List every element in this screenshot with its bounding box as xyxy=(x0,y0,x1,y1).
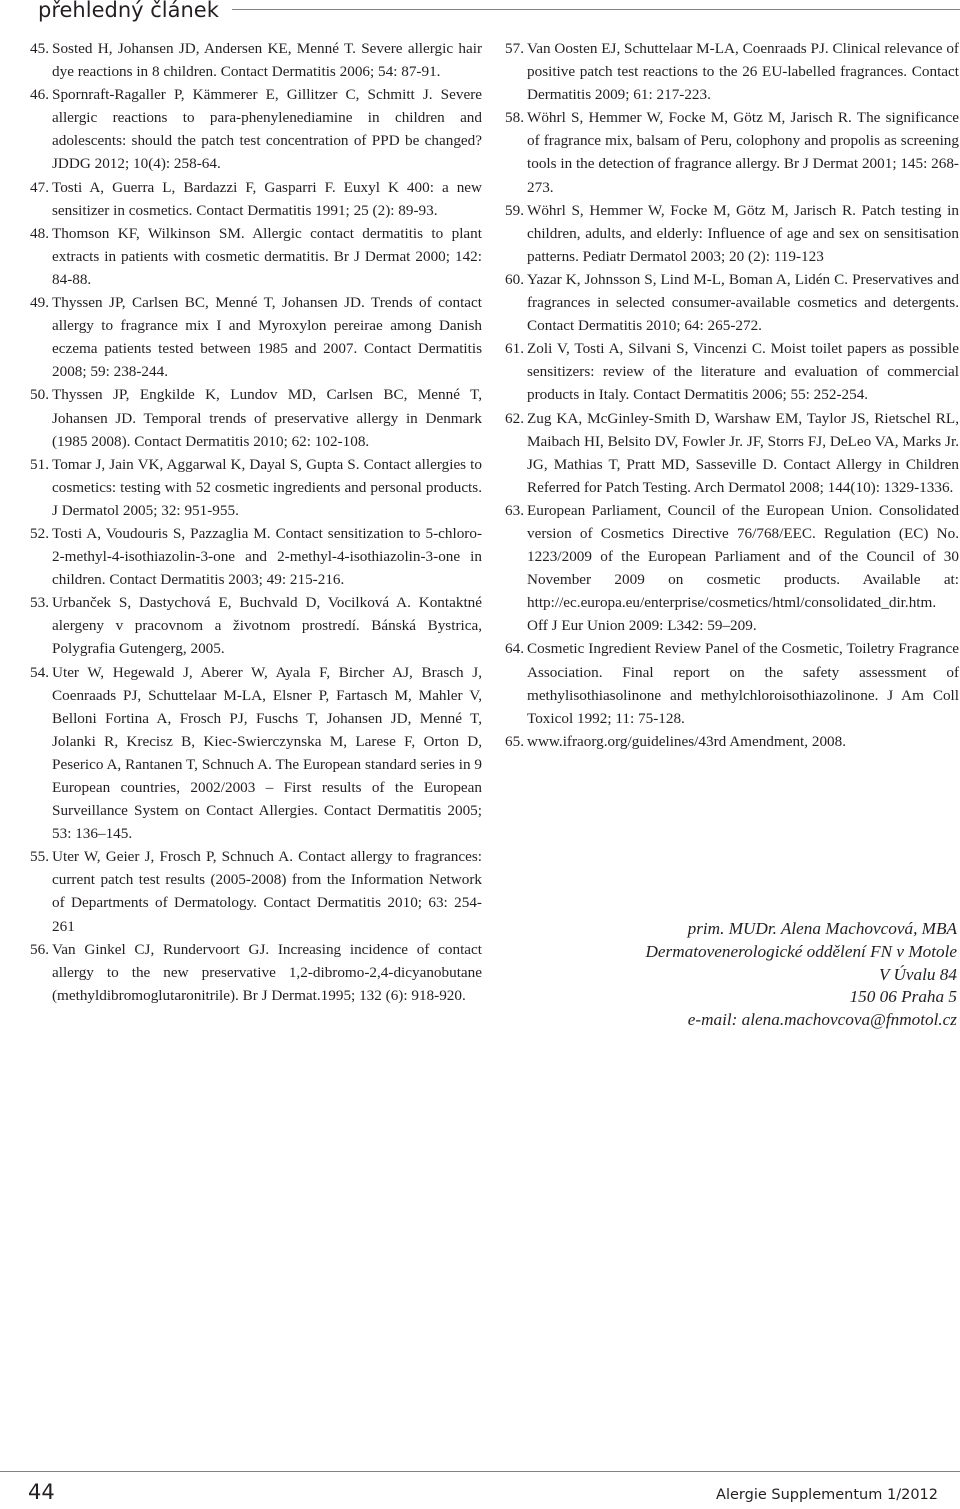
reference-text: Tosti A, Guerra L, Bardazzi F, Gasparri F. Euxyl K 400: a new sensitizer in cosmetics. Contact Dermatitis 1991; 25 (2): 89-93. xyxy=(52,178,482,219)
reference-number: 50. xyxy=(30,386,49,404)
reference-text: Thyssen JP, Engkilde K, Lundov MD, Carlsen BC, Menné T, Johansen JD. Temporal trends of preservative allergy in Denmark (1985 2008). Contact Dermatitis 2010; 62: 102-108. xyxy=(52,386,482,450)
page-number: 44 xyxy=(28,1480,55,1504)
reference-number: 57. xyxy=(505,40,524,57)
reference-number: 55. xyxy=(30,848,49,866)
reference-text: Wöhrl S, Hemmer W, Focke M, Götz M, Jarisch R. The significance of fragrance mix, balsam of Peru, colophony and propolis as screening tools in the detection of fragrance allergy. Br J Dermat 2001; 145: 268-273. xyxy=(527,109,959,196)
reference-item xyxy=(30,453,482,522)
reference-item xyxy=(505,407,959,499)
reference-text: Zug KA, McGinley-Smith D, Warshaw EM, Taylor JS, Rietschel RL, Maibach HI, Belsito DV, Fowler Jr. JF, Storrs FJ, DeLeo VA, Marks Jr. JG, Mathias T, Pratt MD, Sasseville D. Contact Allergy in Children Referred for Patch Testing. Arch Dermatol 2008; 144(10): 1329-1336. xyxy=(527,409,959,496)
reference-text: Yazar K, Johnsson S, Lind M-L, Boman A, Lidén C. Preservatives and fragrances in selected consumer-available cosmetics and detergents. Contact Dermatitis 2010; 64: 265-272. xyxy=(527,270,959,335)
reference-text: Thomson KF, Wilkinson SM. Allergic contact dermatitis to plant extracts in patients with cosmetic dermatitis. Br J Dermat 2000; 142: 84-88. xyxy=(52,224,482,288)
reference-number: 63. xyxy=(505,501,524,519)
reference-item xyxy=(30,522,482,591)
reference-number: 64. xyxy=(505,640,524,658)
reference-text: Wöhrl S, Hemmer W, Focke M, Götz M, Jarisch R. Patch testing in children, adults, and elderly: Influence of age and sex on sensitisation patterns. Pediatr Dermatol 2003; 20 (2): 119-123 xyxy=(527,201,959,265)
reference-text: Tosti A, Voudouris S, Pazzaglia M. Contact sensitization to 5-chloro-2-methyl-4-isothiazolin-3-one and 2-methyl-4-isothiazolin-3-one in children. Contact Dermatitis 2003; 49: 215-216. xyxy=(52,524,482,589)
reference-number: 47. xyxy=(30,178,49,196)
section-header: přehledný článek xyxy=(38,0,219,22)
reference-item xyxy=(30,83,482,175)
author-email: e-mail: alena.machovcova@fnmotol.cz xyxy=(687,1010,957,1030)
reference-number: 45. xyxy=(30,40,49,57)
reference-item xyxy=(505,499,959,638)
reference-text: Van Ginkel CJ, Rundervoort GJ. Increasing incidence of contact allergy to the new preservative 1,2-dibromo-2,4-dicyanobutane (methyldibromoglutaronitrile). Br J Dermat.1995; 132 (6): 918-920. xyxy=(52,940,482,1004)
reference-text: Zoli V, Tosti A, Silvani S, Vincenzi C. Moist toilet papers as possible sensitizers: review of the literature and evaluation of commercial products in Italy. Contact Dermatitis 2006; 55: 252-254. xyxy=(527,340,959,404)
reference-number: 52. xyxy=(30,524,49,542)
reference-item xyxy=(30,176,482,222)
reference-text: Urbanček S, Dastychová E, Buchvald D, Vocilková A. Kontaktné alergeny v pracovnom a životnom prostredí. Bánská Bystrica, Polygrafia Gutengerg, 2005. xyxy=(52,594,482,658)
author-department: Dermatovenerologické oddělení FN v Motole xyxy=(645,941,957,961)
reference-text: Spornraft-Ragaller P, Kämmerer E, Gillitzer C, Schmitt J. Severe allergic reactions to para-phenylenediamine in children and adolescents: should the patch test concentration of PPD be changed? JDDG 2012; 10(4): 258-64. xyxy=(52,86,482,173)
journal-name: Alergie Supplementum 1/2012 xyxy=(716,1487,938,1503)
reference-number: 61. xyxy=(505,340,524,358)
header-rule xyxy=(232,9,960,10)
reference-text: Uter W, Hegewald J, Aberer W, Ayala F, Bircher AJ, Brasch J, Coenraads PJ, Schuttelaar M-LA, Elsner P, Fartasch M, Mahler V, Belloni Fortina A, Frosch PJ, Fuschs T, Johansen JD, Menné T, Jolanki R, Krecisz B, Kiec-Swierczynska M, Larese F, Orton D, Peserico A, Rantanen T, Schnuch A. The European standard series in 9 European countries, 2002/2003 – First results of the European Surveillance System on Contact Allergies. Contact Dermatitis 2005; 53: 136–145. xyxy=(52,663,482,843)
reference-number: 54. xyxy=(30,663,49,681)
reference-item xyxy=(30,383,482,452)
reference-number: 60. xyxy=(505,270,524,288)
reference-item xyxy=(505,337,959,406)
references-left-column xyxy=(30,37,482,1007)
references-right-column xyxy=(505,37,959,753)
reference-item xyxy=(30,222,482,291)
author-city: 150 06 Praha 5 xyxy=(849,987,957,1007)
reference-item xyxy=(30,291,482,383)
reference-item xyxy=(30,661,482,846)
reference-text: Van Oosten EJ, Schuttelaar M-LA, Coenraads PJ. Clinical relevance of positive patch test reactions to the 26 EU-labelled fragrances. Contact Dermatitis 2009; 61: 217-223. xyxy=(527,40,959,104)
reference-text: Tomar J, Jain VK, Aggarwal K, Dayal S, Gupta S. Contact allergies to cosmetics: testing with 52 cosmetic ingredients and personal products. J Dermatol 2005; 32: 951-955. xyxy=(52,455,482,519)
reference-number: 59. xyxy=(505,201,524,219)
reference-item xyxy=(505,637,959,729)
reference-item xyxy=(505,106,959,198)
reference-number: 62. xyxy=(505,409,524,427)
reference-text: Thyssen JP, Carlsen BC, Menné T, Johansen JD. Trends of contact allergy to fragrance mix I and Myroxylon pereirae among Danish eczema patients tested between 1985 and 2007. Contact Dermatitis 2008; 59: 238-244. xyxy=(52,294,482,381)
reference-item xyxy=(30,845,482,937)
author-contact xyxy=(537,918,957,1032)
reference-item xyxy=(505,730,959,753)
reference-item xyxy=(505,199,959,268)
reference-text: www.ifraorg.org/guidelines/43rd Amendment, 2008. xyxy=(527,732,847,750)
reference-item xyxy=(30,37,482,83)
reference-text: European Parliament, Council of the European Union. Consolidated version of Cosmetics Directive 76/768/EEC. Regulation (EC) No. 1223/2009 of the European Parliament and of the Council of 30 November 2009 on cosmetic products. Available at: http://ec.europa.eu/enterprise/cosmetics/html/consolidated_dir.htm. Off J Eur Union 2009: L342: 59–209. xyxy=(527,501,959,635)
reference-text: Sosted H, Johansen JD, Andersen KE, Menné T. Severe allergic hair dye reactions in 8 children. Contact Dermatitis 2006; 54: 87-91. xyxy=(52,40,482,81)
reference-number: 46. xyxy=(30,86,49,104)
author-name: prim. MUDr. Alena Machovcová, MBA xyxy=(687,919,957,938)
reference-text: Uter W, Geier J, Frosch P, Schnuch A. Contact allergy to fragrances: current patch test results (2005-2008) from the Information Network of Departments of Dermatology. Contact Dermatitis 2010; 63: 254-261 xyxy=(52,848,482,935)
reference-number: 65. xyxy=(505,732,524,750)
reference-number: 58. xyxy=(505,109,524,127)
reference-number: 48. xyxy=(30,224,49,242)
reference-number: 51. xyxy=(30,455,49,473)
reference-item xyxy=(505,37,959,106)
footer-rule xyxy=(0,1471,960,1472)
reference-item xyxy=(505,268,959,337)
reference-item xyxy=(30,938,482,1007)
reference-text: Cosmetic Ingredient Review Panel of the Cosmetic, Toiletry Fragrance Association. Final report on the safety assessment of methylisothiasolinone and methylchloroisothiazolinone. J Am Coll Toxicol 1992; 11: 75-128. xyxy=(527,640,959,727)
reference-number: 49. xyxy=(30,294,49,312)
author-street: V Úvalu 84 xyxy=(879,964,957,984)
reference-item xyxy=(30,591,482,660)
reference-number: 56. xyxy=(30,940,49,958)
reference-number: 53. xyxy=(30,594,49,612)
